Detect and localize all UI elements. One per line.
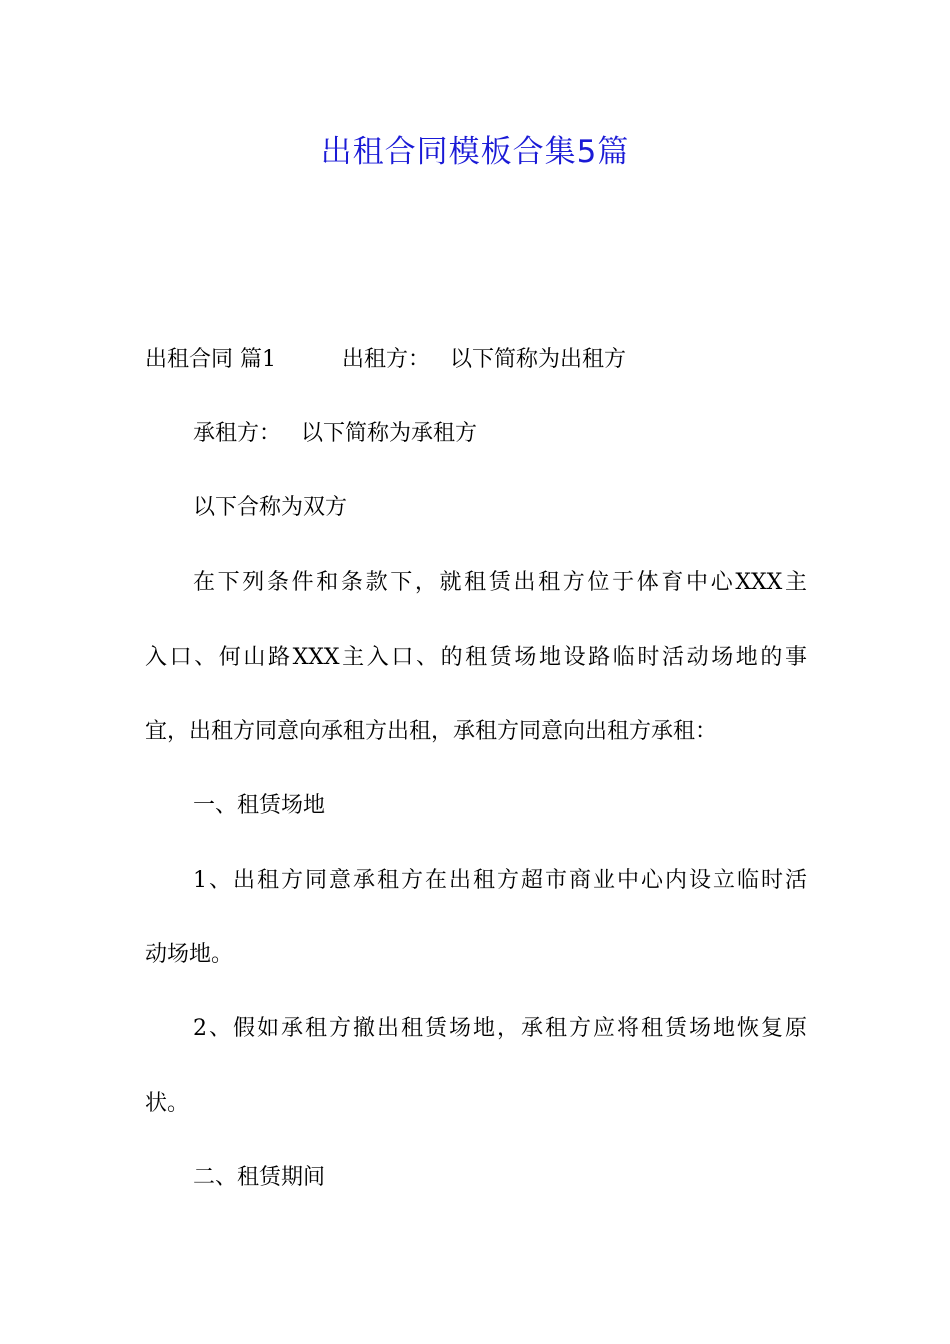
text-line [0, 488, 950, 528]
text-line [0, 638, 950, 678]
paragraph-text: 动场地。 [145, 942, 234, 967]
text-line [0, 1009, 950, 1049]
section-heading: 一、租赁场地 [193, 793, 326, 818]
text-line [0, 786, 950, 826]
text-line [0, 1084, 950, 1124]
text-line [0, 712, 950, 752]
paragraph-text: 2、假如承租方撤出租赁场地，承租方应将租赁场地恢复原 [193, 1016, 807, 1041]
lessor-note: 以下简称为出租方 [450, 347, 627, 372]
text-line [0, 563, 950, 603]
lessor-label: 出租方： [342, 347, 431, 372]
paragraph-text: 状。 [145, 1091, 190, 1116]
section-heading: 二、租赁期间 [193, 1165, 326, 1190]
section-label: 出租合同 篇1 [145, 347, 276, 372]
paragraph-text: 1、出租方同意承租方在出租方超市商业中心内设立临时活 [193, 868, 807, 893]
text-line [0, 414, 950, 454]
paragraph-text: 在下列条件和条款下，就租赁出租方位于体育中心XXX主 [193, 570, 807, 595]
lessee-label: 承租方： [193, 421, 282, 446]
text-line [0, 340, 950, 380]
paragraph-text: 入口、何山路XXX主入口、的租赁场地设路临时活动场地的事 [145, 645, 807, 670]
parties-text: 以下合称为双方 [193, 495, 348, 520]
document-title: 出租合同模板合集5篇 [320, 134, 630, 170]
text-line [0, 1158, 950, 1198]
lessee-note: 以下简称为承租方 [301, 421, 478, 446]
paragraph-text: 宜，出租方同意向承租方出租，承租方同意向出租方承租： [145, 719, 718, 744]
text-line [0, 935, 950, 975]
text-line [0, 861, 950, 901]
